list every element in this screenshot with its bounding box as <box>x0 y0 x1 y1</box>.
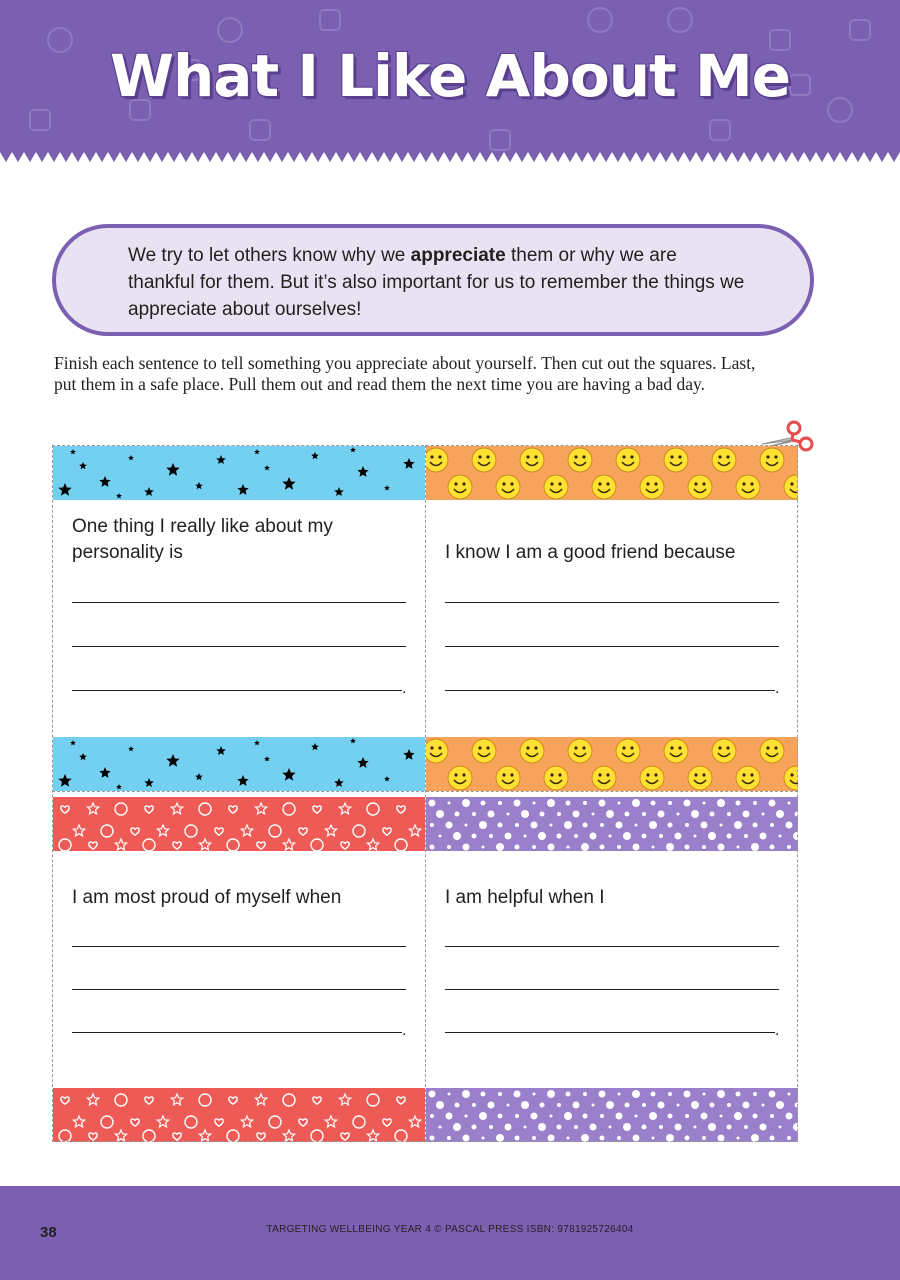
intro-text: We try to let others know why we appreciate them or why we are thankful for them. But it’s also important for us to remember the things we appreciate about ourselves! <box>128 245 745 320</box>
cut-line-horizontal <box>52 791 798 792</box>
header-banner <box>0 0 900 168</box>
line-end-mark: . <box>402 1022 407 1039</box>
copyright-credit: TARGETING WELLBEING YEAR 4 © PASCAL PRESS ISBN: 9781925726404 <box>266 1224 634 1235</box>
cut-line-vertical <box>425 445 426 1142</box>
line-end-mark: . <box>775 1022 780 1039</box>
line-end-mark: . <box>402 680 407 697</box>
footer <box>0 1186 900 1280</box>
card-prompt: I am helpful when I <box>445 887 605 908</box>
card-prompt: I know I am a good friend because <box>445 542 736 563</box>
page-number: 38 <box>40 1224 57 1241</box>
card-prompt: I am most proud of myself when <box>72 887 342 908</box>
instructions: Finish each sentence to tell something you appreciate about yourself. Then cut out the squares. Last, put them in a safe place. Pull them out and read them the next time you are having a bad day. <box>54 353 756 394</box>
line-end-mark: . <box>775 680 780 697</box>
emphasis-word: appreciate <box>410 245 506 266</box>
intro-box <box>52 224 814 336</box>
page-title: What I Like About Me <box>110 42 790 110</box>
card-prompt: One thing I really like about my personality is <box>72 516 333 563</box>
